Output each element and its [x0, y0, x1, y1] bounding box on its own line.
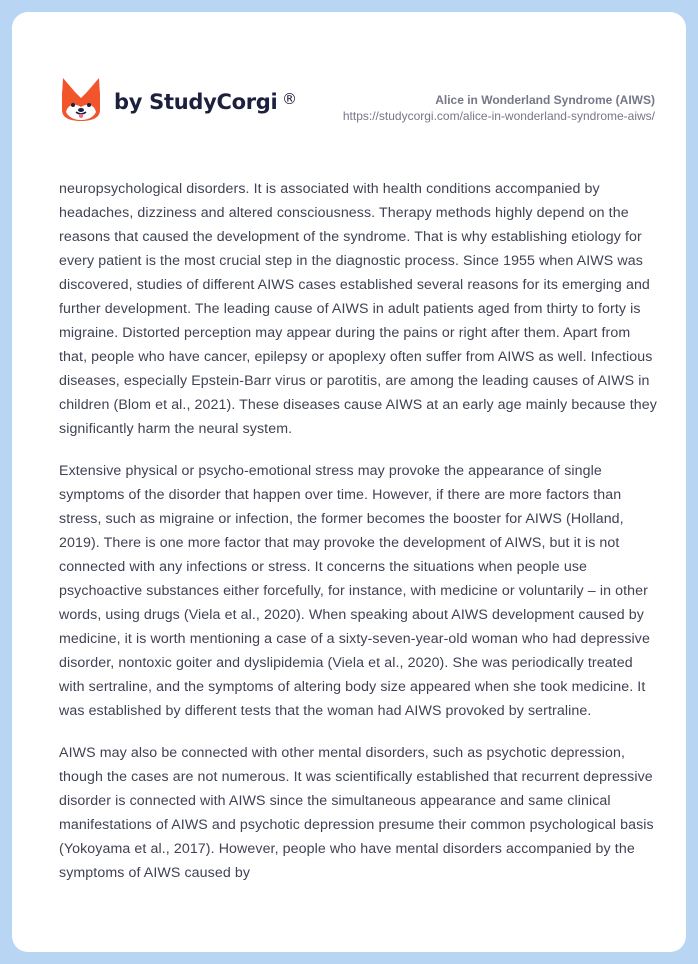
document-body [59, 177, 659, 903]
document-meta [343, 92, 655, 125]
body-paragraph: Extensive physical or psycho-emotional stress may provoke the appearance of single symptoms of the disorder that happen over time. However, if there are more factors than stress, such as migraine or infection, the former becomes the booster for AIWS (Holland, 2019). There is one more factor that may provoke the development of AIWS, but it is not connected with any infections or stress. It concerns the situations when people use psychoactive substances either forcefully, for instance, with medicine or voluntarily – in other words, using drugs (Viela et al., 2020). When speaking about AIWS development caused by medicine, it is worth mentioning a case of a sixty-seven-year-old woman who had depressive disorder, nontoxic goiter and dyslipidemia (Viela et al., 2020). She was periodically treated with sertraline, and the symptoms of altering body size appeared when she took medicine. It was established by different tests that the woman had AIWS provoked by sertraline. [59, 463, 650, 719]
document-title: Alice in Wonderland Syndrome (AIWS) [435, 93, 655, 107]
brand-name: by StudyCorgi [114, 90, 278, 114]
studycorgi-logo[interactable] [60, 76, 277, 122]
page-header [12, 12, 686, 162]
document-url-link[interactable]: https://studycorgi.com/alice-in-wonderland-syndrome-aiws/ [342, 109, 655, 123]
corgi-logo-icon [60, 76, 102, 122]
registered-mark: ® [282, 90, 297, 108]
body-paragraph: neuropsychological disorders. It is associated with health conditions accompanied by headaches, dizziness and altered consciousness. Therapy methods highly depend on the reasons that caused the development of the syndrome. That is why establishing etiology for every patient is the most crucial step in the diagnostic process. Since 1955 when AIWS was discovered, studies of different AIWS cases established several reasons for its emerging and further development. The leading cause of AIWS in adult patients aged from thirty to forty is migraine. Distorted perception may appear during the pains or right after them. Apart from that, people who have cancer, epilepsy or apoplexy often suffer from AIWS as well. Infectious diseases, especially Epstein-Barr virus or parotitis, are among the leading causes of AIWS in children (Blom et al., 2021). These diseases cause AIWS at an early age mainly because they significantly harm the neural system. [59, 181, 657, 437]
body-paragraph: AIWS may also be connected with other mental disorders, such as psychotic depression, though the cases are not numerous. It was scientifically established that recurrent depressive disorder is connected with AIWS since the simultaneous appearance and same clinical manifestations of AIWS and psychotic depression presume their common psychological basis (Yokoyama et al., 2017). However, people who have mental disorders accompanied by the symptoms of AIWS caused by [59, 745, 654, 881]
document-page [12, 12, 686, 952]
